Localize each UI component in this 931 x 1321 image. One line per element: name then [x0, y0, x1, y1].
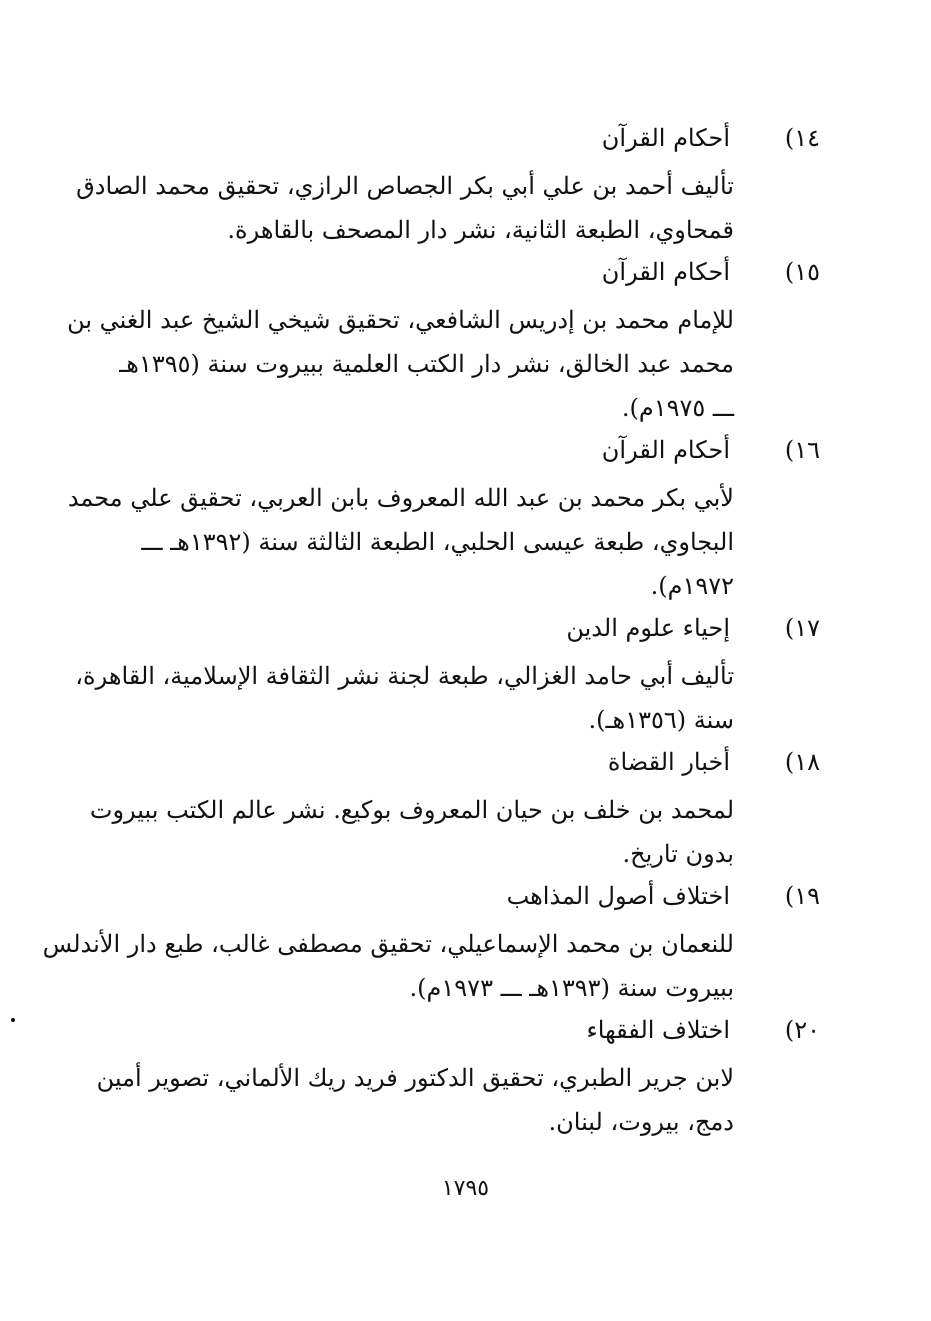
entry-title: أحكام القرآن: [601, 124, 730, 152]
entry-text-line: للإمام محمد بن إدريس الشافعي، تحقيق شيخي الشيخ عبد الغني بن: [67, 306, 734, 334]
entry-title: إحياء علوم الدين: [566, 614, 730, 642]
entry-title: اختلاف الفقهاء: [586, 1016, 730, 1044]
entry-text-line: بدون تاريخ.: [622, 840, 734, 868]
page-number: ١٧٩٥: [441, 1176, 490, 1201]
entry-title: اختلاف أصول المذاهب: [506, 882, 730, 910]
entry-number: ١٥): [784, 258, 820, 286]
entry-number: ٢٠): [784, 1016, 820, 1044]
entry-text-line: البجاوي، طبعة عيسى الحلبي، الطبعة الثالثة سنة (١٣٩٢هـ ـــ: [141, 528, 734, 556]
entry-heading: [140, 1016, 820, 1056]
entry-title: أحكام القرآن: [601, 436, 730, 464]
entry-heading: [140, 436, 820, 476]
scan-speck: [11, 1018, 15, 1022]
entry-text-line: سنة (١٣٥٦هـ).: [588, 706, 734, 734]
entry-heading: [140, 258, 820, 298]
entry-heading: [140, 124, 820, 164]
entry-text-line: للنعمان بن محمد الإسماعيلي، تحقيق مصطفى غالب، طبع دار الأندلس: [42, 930, 734, 958]
entry-number: ١٧): [784, 614, 820, 642]
entry-heading: [140, 748, 820, 788]
entry-text-line: لابن جرير الطبري، تحقيق الدكتور فريد ريك الألماني، تصوير أمين: [96, 1064, 734, 1092]
entry-heading: [140, 614, 820, 654]
entry-text-line: تأليف أبي حامد الغزالي، طبعة لجنة نشر الثقافة الإسلامية، القاهرة،: [75, 662, 734, 690]
entry-text-line: تأليف أحمد بن علي أبي بكر الجصاص الرازي، تحقيق محمد الصادق: [76, 172, 734, 200]
entry-text-line: ببيروت سنة (١٣٩٣هـ ـــ ١٩٧٣م).: [409, 974, 734, 1002]
entry-number: ١٤): [784, 124, 820, 152]
entry-text-line: ـــ ١٩٧٥م).: [621, 394, 734, 422]
entry-text-line: ١٩٧٢م).: [650, 572, 734, 600]
entry-text-line: لأبي بكر محمد بن عبد الله المعروف بابن العربي، تحقيق علي محمد: [67, 484, 734, 512]
entry-number: ١٩): [784, 882, 820, 910]
entry-title: أحكام القرآن: [601, 258, 730, 286]
entry-number: ١٦): [784, 436, 820, 464]
entry-text-line: محمد عبد الخالق، نشر دار الكتب العلمية ببيروت سنة (١٣٩٥هـ: [119, 350, 734, 378]
entry-text-line: دمج، بيروت، لبنان.: [548, 1108, 734, 1136]
entry-number: ١٨): [784, 748, 820, 776]
entry-text-line: لمحمد بن خلف بن حيان المعروف بوكيع. نشر عالم الكتب ببيروت: [89, 796, 734, 824]
entry-title: أخبار القضاة: [607, 748, 730, 776]
entry-text-line: قمحاوي، الطبعة الثانية، نشر دار المصحف بالقاهرة.: [227, 216, 734, 244]
entry-heading: [140, 882, 820, 922]
